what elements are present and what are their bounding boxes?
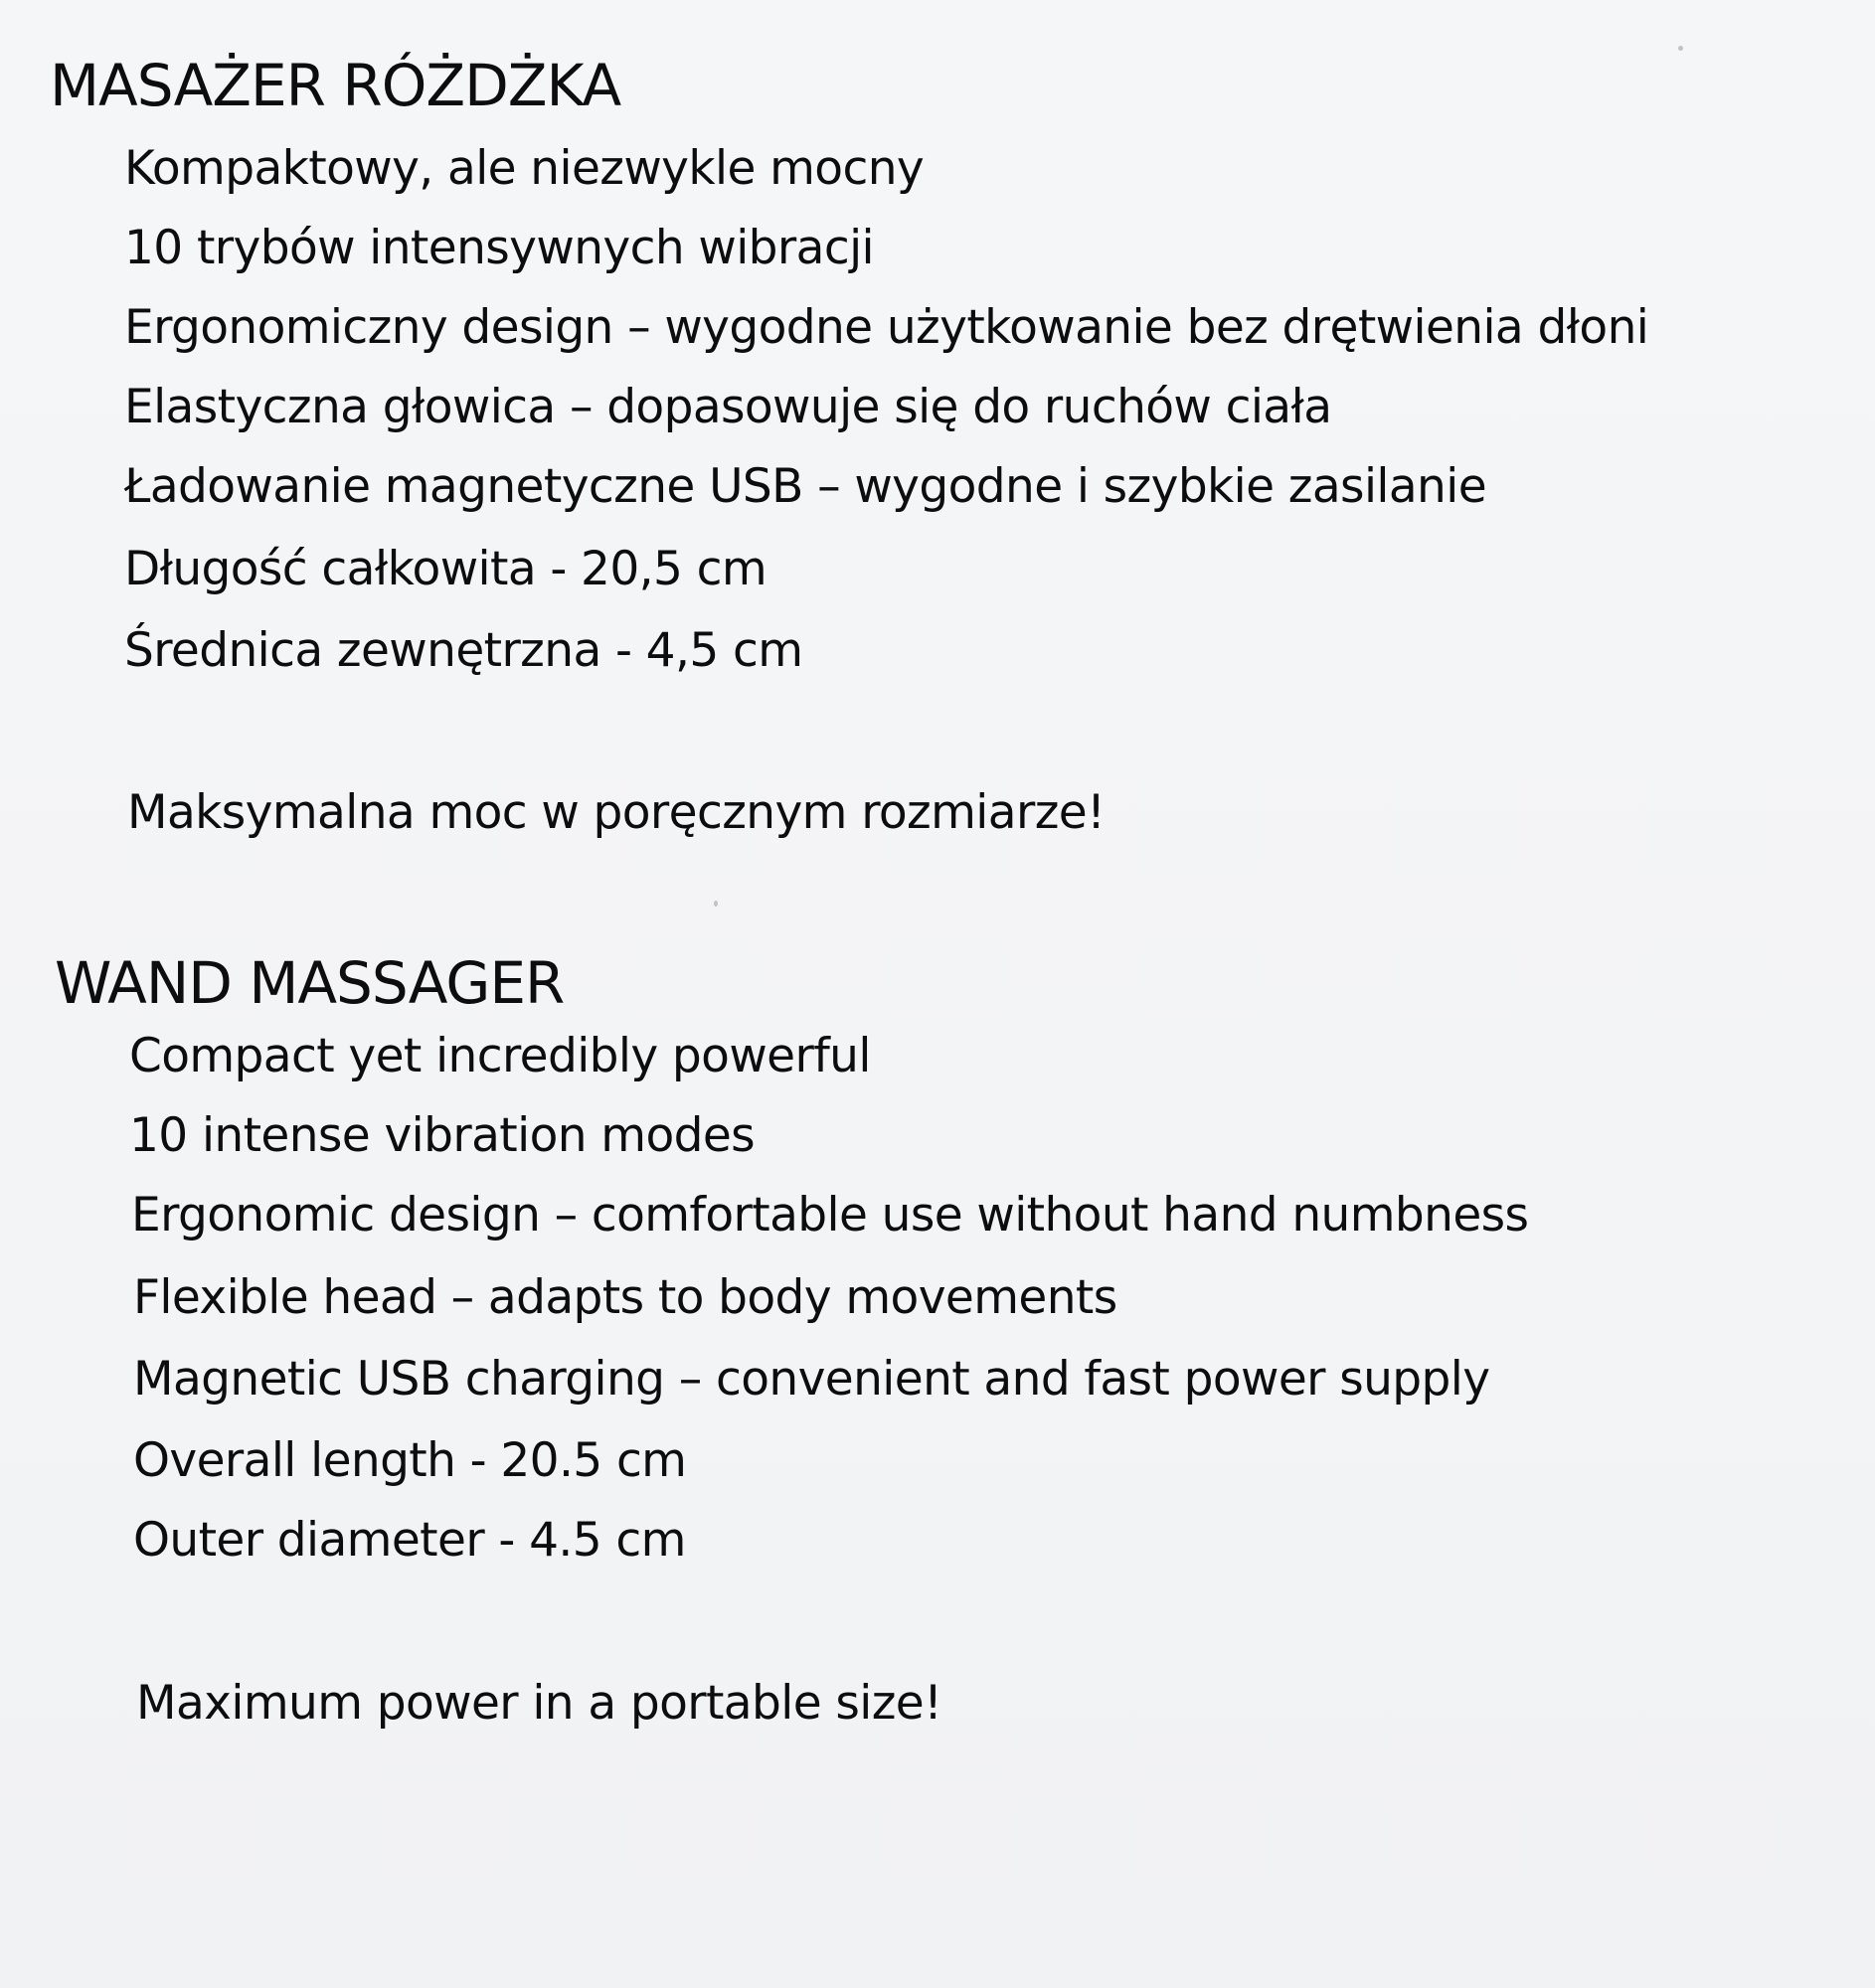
english-feature: Outer diameter - 4.5 cm bbox=[133, 1513, 686, 1568]
polish-feature: Ładowanie magnetyczne USB – wygodne i szybkie zasilanie bbox=[124, 459, 1487, 514]
paper-speck bbox=[1678, 46, 1683, 51]
english-feature: 10 intense vibration modes bbox=[129, 1108, 756, 1163]
english-feature: Overall length - 20.5 cm bbox=[133, 1433, 687, 1488]
polish-tagline: Maksymalna moc w poręcznym rozmiarze! bbox=[127, 785, 1106, 840]
paper-speck bbox=[714, 901, 718, 907]
polish-feature: Kompaktowy, ale niezwykle mocny bbox=[124, 141, 925, 196]
polish-feature: Średnica zewnętrzna - 4,5 cm bbox=[124, 623, 803, 678]
english-feature: Flexible head – adapts to body movements bbox=[133, 1270, 1117, 1325]
english-feature: Compact yet incredibly powerful bbox=[129, 1029, 871, 1083]
polish-title: MASAŻER RÓŻDŻKA bbox=[50, 52, 621, 119]
polish-feature: Długość całkowita - 20,5 cm bbox=[124, 542, 767, 596]
english-feature: Ergonomic design – comfortable use without hand numbness bbox=[131, 1188, 1529, 1242]
polish-feature: Elastyczna głowica – dopasowuje się do ruchów ciała bbox=[124, 380, 1332, 434]
english-tagline: Maximum power in a portable size! bbox=[136, 1676, 942, 1731]
polish-feature: Ergonomiczny design – wygodne użytkowanie bez drętwienia dłoni bbox=[124, 300, 1649, 355]
english-feature: Magnetic USB charging – convenient and fast power supply bbox=[133, 1352, 1490, 1407]
polish-feature: 10 trybów intensywnych wibracji bbox=[124, 221, 874, 275]
english-title: WAND MASSAGER bbox=[55, 949, 565, 1017]
